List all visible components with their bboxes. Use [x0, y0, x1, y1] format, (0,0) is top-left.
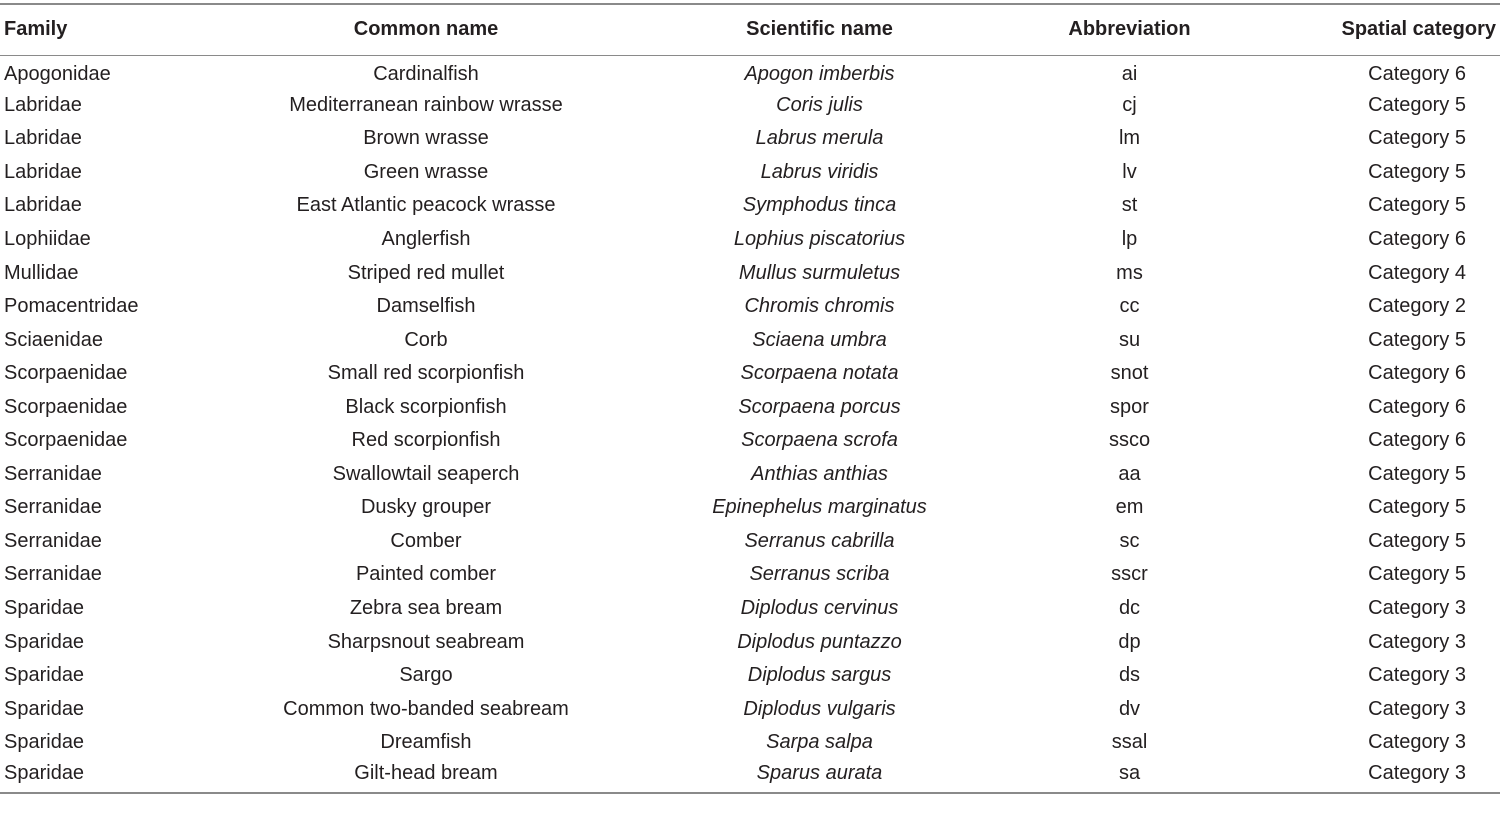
table-row: [0, 156, 1500, 190]
cell-abbreviation: lv: [1122, 160, 1137, 183]
table-row: [0, 659, 1500, 693]
cell-abbreviation: dp: [1118, 630, 1141, 653]
cell-family: Pomacentridae: [4, 295, 139, 318]
cell-spatial-category: Category 3: [1368, 731, 1466, 754]
cell-family: Labridae: [4, 194, 82, 217]
cell-spatial-category: Category 2: [1368, 295, 1466, 318]
cell-spatial-category: Category 5: [1368, 127, 1466, 150]
species-table: [0, 3, 1500, 794]
table-row: [0, 759, 1500, 793]
cell-scientific-name: Symphodus tinca: [742, 194, 897, 217]
table-row: [0, 390, 1500, 424]
cell-family: Serranidae: [4, 462, 102, 485]
cell-spatial-category: Category 5: [1368, 93, 1466, 116]
header-spatial-category: Spatial category: [1341, 18, 1496, 41]
table-row: [0, 357, 1500, 391]
cell-scientific-name: Lophius piscatorius: [733, 228, 906, 250]
cell-scientific-name: Scorpaena porcus: [738, 395, 901, 418]
cell-scientific-name: Diplodus vulgaris: [743, 697, 896, 720]
cell-common-name: Anglerfish: [381, 228, 471, 250]
cell-scientific-name: Serranus scriba: [749, 563, 890, 586]
cell-scientific-name: Apogon imberbis: [744, 62, 895, 85]
cell-scientific-name: Diplodus puntazzo: [737, 630, 902, 653]
cell-common-name: Mediterranean rainbow wrasse: [289, 93, 563, 116]
cell-scientific-name: Epinephelus marginatus: [712, 496, 927, 519]
cell-abbreviation: ssal: [1111, 731, 1148, 754]
cell-abbreviation: aa: [1118, 462, 1141, 485]
table-row: [0, 122, 1500, 156]
cell-scientific-name: Scorpaena scrofa: [741, 429, 898, 452]
cell-spatial-category: Category 3: [1368, 597, 1466, 620]
cell-scientific-name: Sparus aurata: [756, 762, 883, 785]
header-row: [0, 4, 1500, 55]
table-header: [0, 4, 1500, 55]
cell-scientific-name: Labrus merula: [755, 127, 884, 150]
table-row: [0, 458, 1500, 492]
cell-common-name: Damselfish: [376, 295, 476, 318]
cell-abbreviation: dc: [1118, 597, 1141, 620]
cell-abbreviation: em: [1115, 496, 1144, 519]
cell-spatial-category: Category 3: [1368, 630, 1466, 653]
cell-family: Scorpaenidae: [4, 429, 128, 452]
table-row: [0, 223, 1500, 257]
table-row: [0, 726, 1500, 760]
cell-abbreviation: snot: [1110, 362, 1149, 385]
cell-abbreviation: spor: [1110, 395, 1149, 418]
cell-abbreviation: ssco: [1108, 429, 1151, 452]
cell-family: Sparidae: [4, 630, 85, 653]
cell-abbreviation: sc: [1119, 529, 1140, 552]
cell-spatial-category: Category 5: [1368, 529, 1466, 552]
cell-family: Serranidae: [4, 563, 102, 586]
cell-spatial-category: Category 5: [1368, 194, 1466, 217]
cell-spatial-category: Category 5: [1368, 328, 1466, 351]
cell-scientific-name: Anthias anthias: [751, 462, 888, 485]
cell-scientific-name: Coris julis: [776, 93, 863, 116]
table-body: [0, 55, 1500, 793]
cell-spatial-category: Category 6: [1368, 395, 1466, 418]
header-abbreviation: Abbreviation: [1068, 18, 1191, 41]
cell-common-name: Corb: [404, 328, 448, 351]
cell-abbreviation: su: [1118, 328, 1141, 351]
cell-common-name: East Atlantic peacock wrasse: [296, 194, 556, 217]
table-row: [0, 256, 1500, 290]
cell-scientific-name: Sarpa salpa: [766, 731, 873, 754]
cell-common-name: Zebra sea bream: [349, 597, 503, 620]
cell-abbreviation: cc: [1119, 295, 1140, 318]
cell-abbreviation: sscr: [1111, 563, 1148, 586]
cell-abbreviation: ai: [1121, 62, 1138, 85]
cell-common-name: Striped red mullet: [347, 261, 505, 284]
cell-family: Mullidae: [4, 261, 79, 284]
cell-family: Labridae: [4, 93, 82, 116]
cell-family: Apogonidae: [4, 62, 111, 85]
cell-spatial-category: Category 3: [1368, 664, 1466, 687]
cell-scientific-name: Serranus cabrilla: [744, 529, 895, 552]
cell-abbreviation: st: [1121, 194, 1138, 217]
header-family: Family: [4, 18, 68, 41]
table-row: [0, 592, 1500, 626]
cell-family: Scorpaenidae: [4, 362, 128, 385]
cell-family: Sparidae: [4, 731, 85, 754]
cell-scientific-name: Scorpaena notata: [740, 362, 899, 385]
cell-scientific-name: Labrus viridis: [760, 160, 879, 183]
cell-family: Sparidae: [4, 762, 85, 785]
cell-spatial-category: Category 6: [1368, 429, 1466, 452]
cell-scientific-name: Mullus surmuletus: [738, 261, 901, 284]
cell-common-name: Common two-banded seabream: [283, 697, 569, 720]
cell-abbreviation: lp: [1121, 228, 1138, 250]
cell-common-name: Sargo: [399, 664, 453, 687]
cell-spatial-category: Category 3: [1368, 762, 1466, 785]
cell-common-name: Sharpsnout seabream: [327, 630, 525, 653]
cell-scientific-name: Diplodus sargus: [747, 664, 892, 687]
cell-abbreviation: dv: [1118, 697, 1141, 720]
cell-common-name: Comber: [390, 529, 462, 552]
cell-family: Lophiidae: [4, 228, 91, 250]
table-row: [0, 89, 1500, 123]
cell-common-name: Green wrasse: [363, 160, 489, 183]
cell-common-name: Dreamfish: [380, 731, 472, 754]
cell-common-name: Red scorpionfish: [351, 429, 501, 452]
cell-abbreviation: lm: [1118, 127, 1141, 150]
cell-family: Serranidae: [4, 496, 102, 519]
cell-family: Sparidae: [4, 664, 85, 687]
cell-spatial-category: Category 4: [1368, 261, 1466, 284]
cell-scientific-name: Chromis chromis: [744, 295, 895, 318]
cell-spatial-category: Category 3: [1368, 697, 1466, 720]
cell-family: Sparidae: [4, 597, 85, 620]
table-row: [0, 491, 1500, 525]
cell-spatial-category: Category 6: [1368, 228, 1466, 250]
cell-common-name: Cardinalfish: [373, 62, 479, 85]
cell-spatial-category: Category 5: [1368, 462, 1466, 485]
cell-abbreviation: ds: [1118, 664, 1141, 687]
table-row: [0, 323, 1500, 357]
table-row: [0, 558, 1500, 592]
header-common-name: Common name: [353, 18, 499, 41]
cell-common-name: Small red scorpionfish: [327, 362, 525, 385]
cell-family: Labridae: [4, 127, 82, 150]
table-row: [0, 55, 1500, 89]
cell-spatial-category: Category 5: [1368, 563, 1466, 586]
table-row: [0, 189, 1500, 223]
cell-common-name: Swallowtail seaperch: [332, 462, 520, 485]
table-row: [0, 625, 1500, 659]
cell-family: Labridae: [4, 160, 82, 183]
cell-abbreviation: ms: [1116, 261, 1143, 284]
header-scientific-name: Scientific name: [746, 18, 893, 41]
table-row: [0, 424, 1500, 458]
table-row: [0, 525, 1500, 559]
cell-common-name: Black scorpionfish: [345, 395, 507, 418]
cell-common-name: Brown wrasse: [363, 127, 489, 150]
table-row: [0, 692, 1500, 726]
cell-common-name: Dusky grouper: [360, 496, 492, 519]
cell-family: Sparidae: [4, 697, 85, 720]
cell-spatial-category: Category 6: [1368, 62, 1466, 85]
cell-scientific-name: Diplodus cervinus: [740, 597, 899, 620]
cell-spatial-category: Category 5: [1368, 496, 1466, 519]
cell-scientific-name: Sciaena umbra: [752, 328, 887, 351]
cell-family: Serranidae: [4, 529, 102, 552]
table-row: [0, 290, 1500, 324]
cell-abbreviation: cj: [1122, 93, 1137, 116]
cell-family: Scorpaenidae: [4, 395, 128, 418]
cell-spatial-category: Category 5: [1368, 160, 1466, 183]
cell-common-name: Gilt-head bream: [354, 762, 498, 785]
cell-family: Sciaenidae: [4, 328, 103, 351]
cell-abbreviation: sa: [1118, 762, 1141, 785]
cell-spatial-category: Category 6: [1368, 362, 1466, 385]
cell-common-name: Painted comber: [355, 563, 497, 586]
